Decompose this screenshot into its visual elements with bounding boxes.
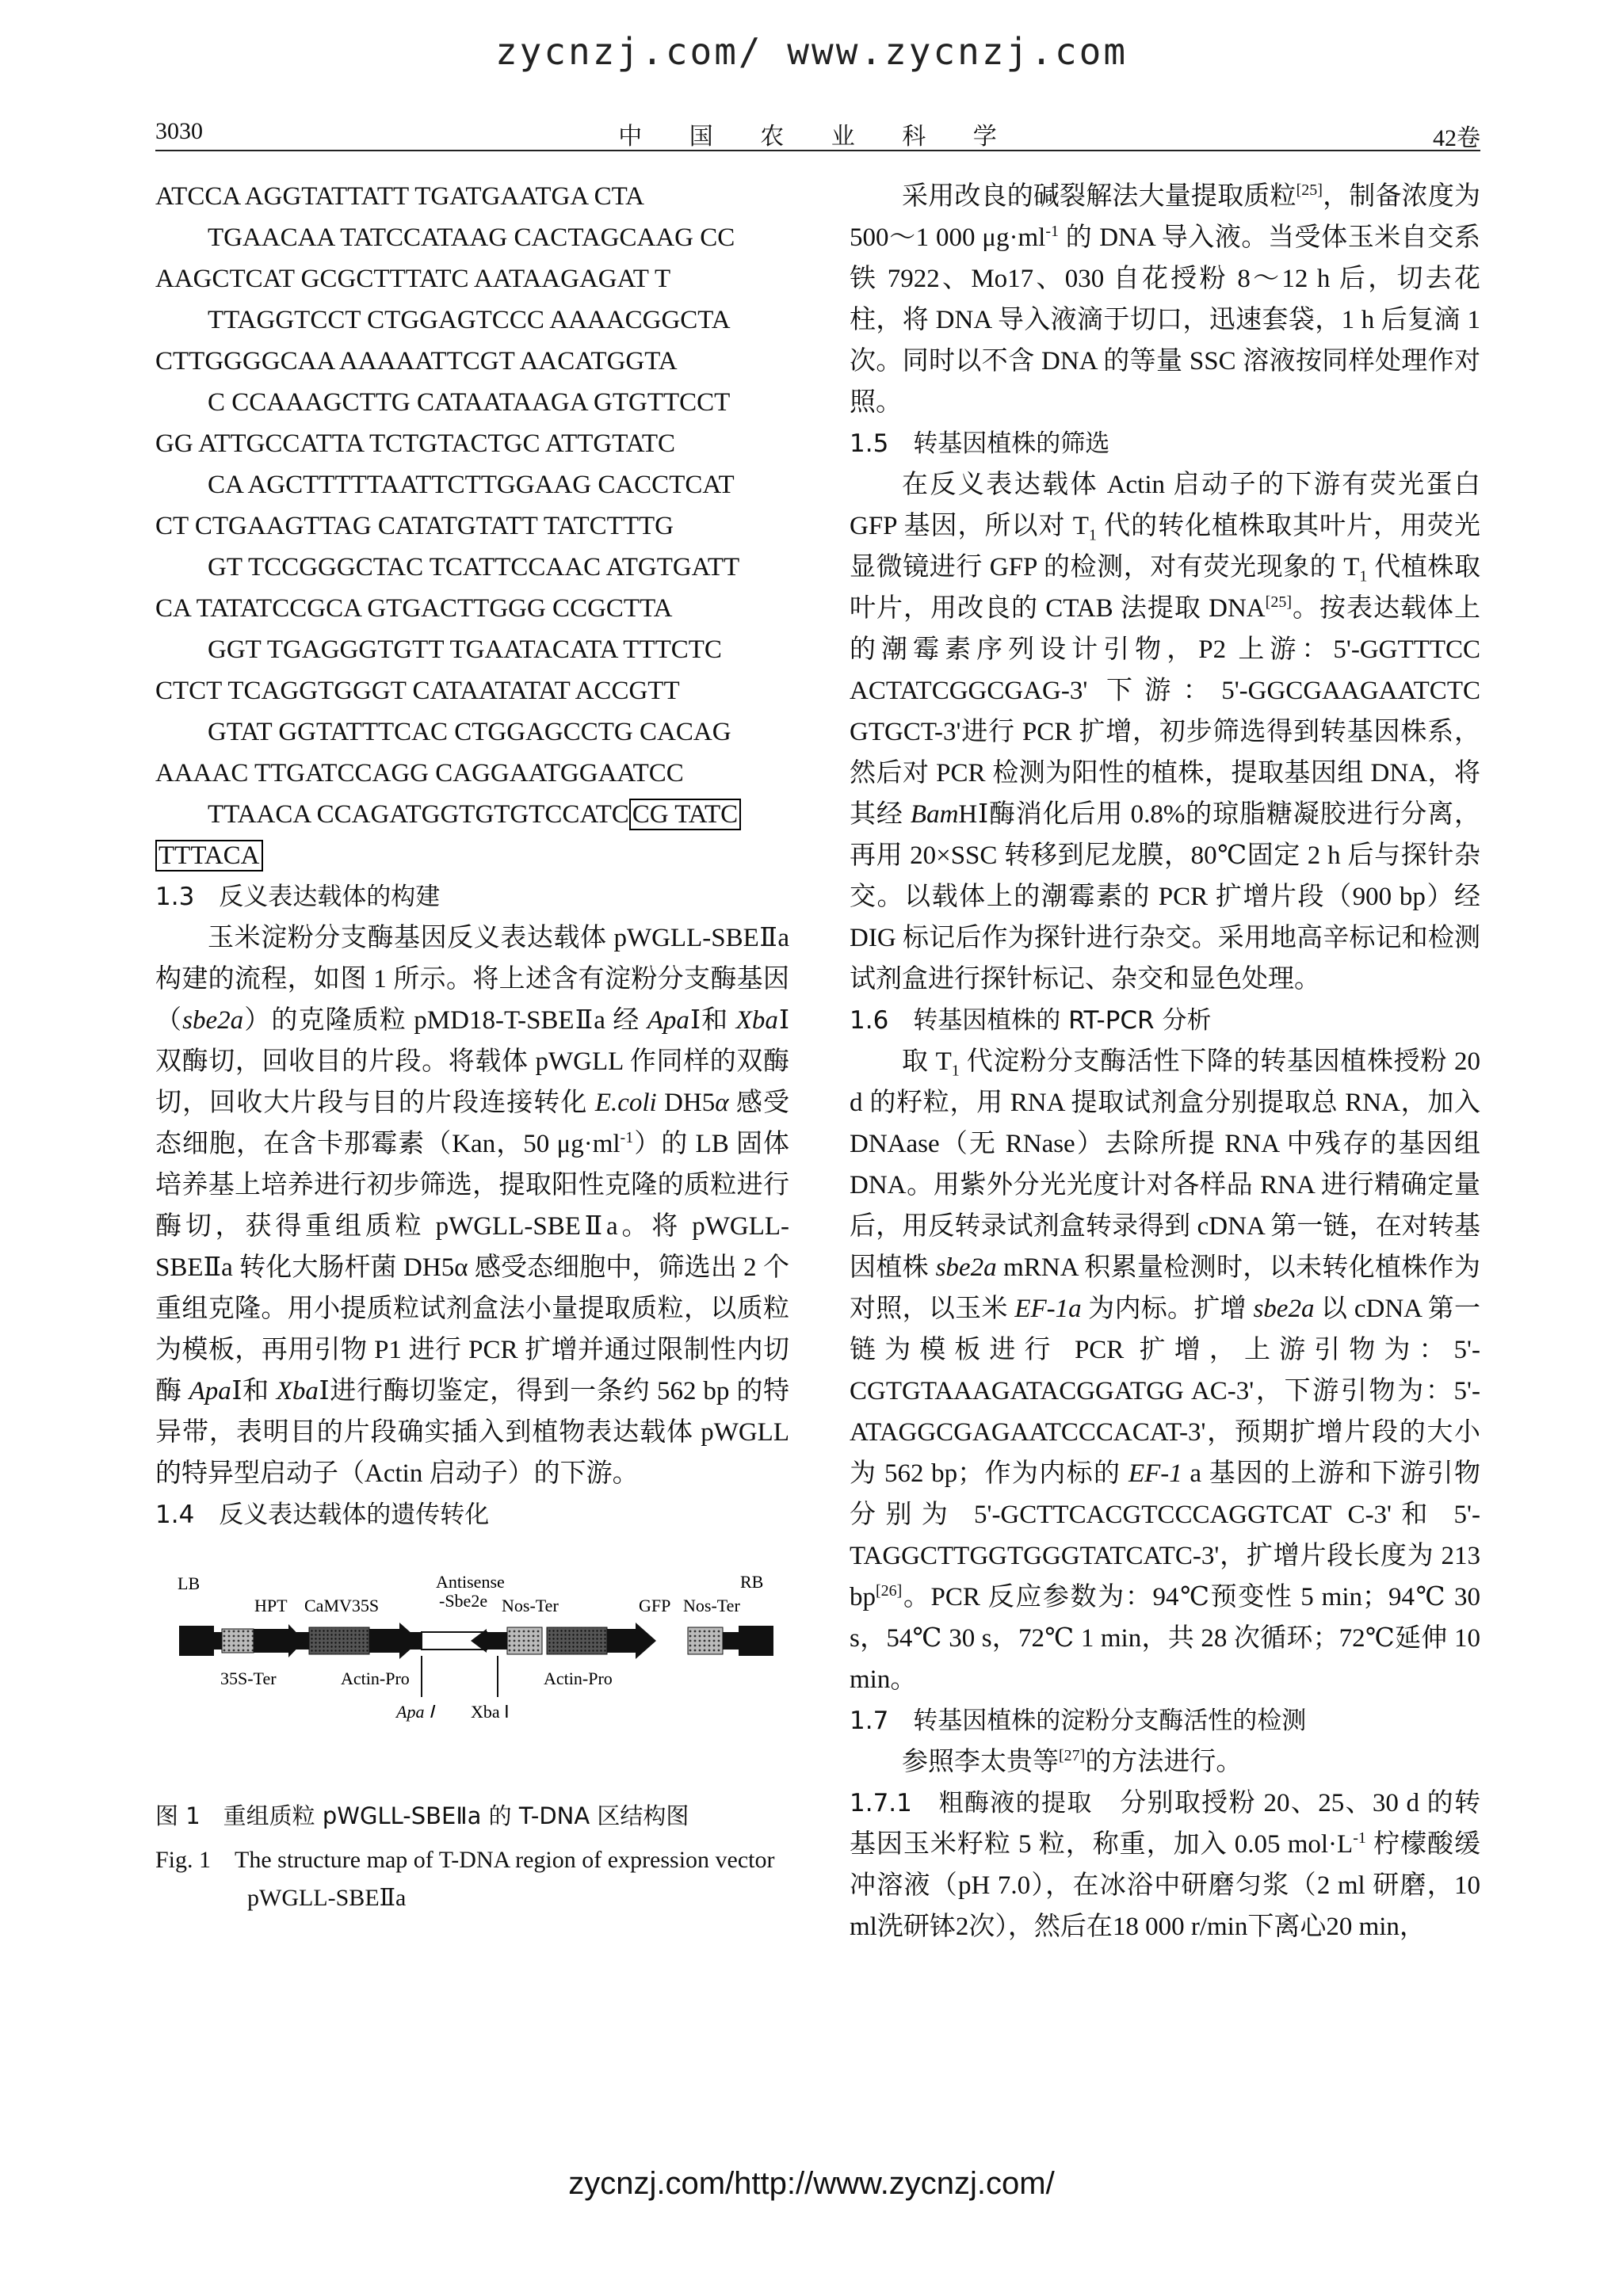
noster-box-1 <box>507 1627 542 1654</box>
section-heading-1-3: 1.3 反义表达载体的构建 <box>155 883 441 911</box>
label-actin-pro-2: Actin-Pro <box>544 1669 613 1688</box>
volume-label: 42卷 <box>1433 125 1480 151</box>
section-heading-1-7: 1.7 转基因植株的淀粉分支酶活性的检测 <box>850 1707 1307 1735</box>
sequence-line: C CCAAAGCTTG CATAATAAGA GTGTTCCT <box>208 388 731 417</box>
sequence-line: AAAAC TTGATCCAGG CAGGAATGGAATCC <box>155 759 684 788</box>
rb-block <box>739 1626 773 1656</box>
figure-caption-cn: 图 1 重组质粒 pWGLL-SBEⅡa 的 T-DNA 区结构图 <box>155 1802 689 1829</box>
watermark-bottom: zycnzj.com/http://www.zycnzj.com/ <box>568 2166 1055 2201</box>
sequence-box: CG TATC <box>629 799 741 830</box>
sequence-line: GT TCCGGGCTAC TCATTCCAAC ATGTGATT <box>208 553 740 582</box>
section-paragraph-1-5: 在反义表达载体 Actin 启动子的下游有荧光蛋白 GFP 基因，所以对 $T_1$ 代的转化植株取其叶片，用荧光显微镜进行 GFP 的检测，对有荧光现象的 $T_1$ 代植株取叶片，用改良的 CTAB 法提取 DNA[25]。按表达载体上的潮霉素序列设计引物，P2 上游：5'-GGTTTCC ACTATCGGCGAG-3' 下游：5'-GGCGAAGAATCTC GTGCT-3'进行 PCR 扩增，初步筛选得到转基因株系，然后对 PCR 检测为阳性的植株，提取基因组 DNA，将其经 BamHⅠ酶消化后用 0.8%的琼脂糖凝胶进行分离，再用 20×SSC 转移到尼龙膜，80℃固定 2 h 后与探针杂交。以载体上的潮霉素的 PCR 扩增片段（900 bp）经 DIG 标记后作为探针进行杂交。采用地高辛标记和检测试剂盒进行探针标记、杂交和显色处理。 <box>850 471 1481 994</box>
page-number: 3030 <box>155 118 203 144</box>
label-35s-ter: 35S-Ter <box>220 1669 277 1688</box>
journal-title: 中 国 农 业 科 学 <box>618 124 1018 150</box>
sequence-line: CTTGGGGCAA AAAAATTCGT AACATGGTA <box>155 347 678 376</box>
label-noster-2: Nos-Ter <box>683 1596 740 1615</box>
sequence-line-boxed <box>155 794 789 835</box>
label-actin-pro-1: Actin-Pro <box>341 1669 410 1688</box>
left-column <box>155 176 789 1917</box>
tdna-diagram <box>155 1558 789 1779</box>
lb-block <box>179 1626 214 1656</box>
section-paragraph-1-3: 玉米淀粉分支酶基因反义表达载体 pWGLL-SBEⅡa 构建的流程，如图 1 所示。将上述含有淀粉分支酶基因（sbe2a）的克隆质粒 pMD18-T-SBEⅡa 经 ApaⅠ和 XbaⅠ双酶切，回收目的片段。将载体 pWGLL 作同样的双酶切，回收大片段与目的片段连接转化 E.coli DH5α 感受态细胞，在含卡那霉素（Kan，50 $\mu g\cdot ml^{-1}$）的 LB 固体培养基上培养进行初步筛选，提取阳性克隆的质粒进行酶切，获得重组质粒 pWGLL-SBEⅡa。将 pWGLL-SBEⅡa 转化大肠杆菌 DH5α 感受态细胞中，筛选出 2 个重组克隆。用小提质粒试剂盒法小量提取质粒，以质粒为模板，再用引物 P1 进行 PCR 扩增并通过限制性内切酶 ApaⅠ和 XbaⅠ进行酶切鉴定，得到一条约 562 bp 的特异带，表明目的片段确实插入到植物表达载体 pWGLL 的特异型启动子（Actin 启动子）的下游。 <box>155 924 790 1488</box>
tdna-structure-figure <box>155 1558 789 1779</box>
backbone-end <box>723 1632 739 1650</box>
actin-pro-arrow-1 <box>369 1623 420 1659</box>
camv35s-box <box>309 1627 369 1654</box>
sequence-line: TTAGGTCCT CTGGAGTCCC AAAACGGCTA <box>208 306 731 334</box>
running-head <box>155 115 1480 151</box>
section-heading-1-5: 1.5 转基因植株的筛选 <box>850 429 1110 458</box>
actin-pro-box-2 <box>547 1627 607 1654</box>
sequence-block <box>155 176 789 794</box>
ster-35s-box <box>222 1629 254 1653</box>
sequence-line: CTCT TCAGGTGGGT CATAATATAT ACCGTT <box>155 677 680 705</box>
gfp-arrow <box>607 1623 656 1659</box>
sequence-box: TTTACA <box>155 840 263 871</box>
label-rb: RB <box>740 1572 764 1592</box>
sequence-line-tail <box>155 835 789 876</box>
section-heading-1-6: 1.6 转基因植株的 RT-PCR 分析 <box>850 1006 1212 1035</box>
section-paragraph-1-7: 参照李太贵等[27]的方法进行。 <box>902 1747 1243 1776</box>
sequence-line: AAGCTCAT GCGCTTTATC AATAAGAGAT T <box>155 265 671 293</box>
right-column <box>850 176 1480 1947</box>
sequence-line: ATCCA AGGTATTATT TGATGAATGA CTA <box>155 182 644 211</box>
hpt-arrow <box>254 1624 304 1657</box>
section-heading-1-7-1: 1.7.1 粗酶液的提取 <box>850 1789 1093 1817</box>
sequence-line: CT CTGAAGTTAG CATATGTATT TATCTTTG <box>155 512 674 540</box>
label-hpt: HPT <box>254 1596 288 1615</box>
section-paragraph-1-6: 取 $T_1$ 代淀粉分支酶活性下降的转基因植株授粉 20 d 的籽粒，用 RNA 提取试剂盒分别提取总 RNA，加入 DNAase（无 RNase）去除所提 RNA 中残存的基因组 DNA。用紫外分光光度计对各样品 RNA 进行精确定量后，用反转录试剂盒转录得到 cDNA 第一链，在对转基因植株 sbe2a mRNA 积累量检测时，以未转化植株作为对照，以玉米 EF-1a 为内标。扩增 sbe2a 以 cDNA 第一链为模板进行 PCR 扩增，上游引物为：5'-CGTGTAAAGATACGGATGG AC-3'，下游引物为：5'-ATAGGCGAGAATCCCACAT-3'，预期扩增片段的大小为 562 bp；作为内标的 EF-1 a 基因的上游和下游引物分别为 5'-GCTTCACGTCCCAGGTCAT C-3'和 5'-TAGGCTTGGTGGGTATCATC-3'，扩增片段长度为 213 bp[26]。PCR 反应参数为：94℃预变性 5 min；94℃ 30 s，54℃ 30 s，72℃ 1 min，共 28 次循环；72℃延伸 10 min。 <box>850 1047 1481 1694</box>
label-antisense: Antisense <box>436 1572 505 1592</box>
sequence-line: CA TATATCCGCA GTGACTTGGG CCGCTTA <box>155 594 673 623</box>
label-apa: Apa Ⅰ <box>396 1702 434 1722</box>
sequence-line: GGT TGAGGGTGTT TGAATACATA TTTCTC <box>208 635 722 664</box>
watermark-top: zycnzj.com/ www.zycnzj.com <box>495 30 1128 73</box>
figure-caption-en: Fig. 1 The structure map of T-DNA region of expression vector pWGLL-SBEⅡa <box>155 1847 775 1911</box>
label-xba: Xba Ⅰ <box>471 1702 510 1722</box>
sequence-line: GG ATTGCCATTA TCTGTACTGC ATTGTATC <box>155 429 676 458</box>
label-noster-1: Nos-Ter <box>502 1596 559 1615</box>
sequence-text: TTAACA CCAGATGGTGTGTCCATC <box>208 800 629 829</box>
sequence-line: CA AGCTTTTTAATTCTTGGAAG CACCTCAT <box>208 471 735 499</box>
noster-box-2 <box>688 1627 723 1654</box>
paragraph-plasmid-extraction: 采用改良的碱裂解法大量提取质粒[25]，制备浓度为 500～1 000 $\mu g\cdot ml^{-1}$ 的 DNA 导入液。当受体玉米自交系铁 7922、Mo17、030 自花授粉 8～12 h 后，切去花柱，将 DNA 导入液滴于切口，迅速套袋，1 h 后复滴 1 次。同时以不含 DNA 的等量 SSC 溶液按同样处理作对照。 <box>850 181 1481 417</box>
section-heading-1-4: 1.4 反义表达载体的遗传转化 <box>155 1501 490 1529</box>
label-sbe2e: -Sbe2e <box>439 1591 488 1611</box>
label-gfp: GFP <box>639 1596 671 1615</box>
sequence-line: GTAT GGTATTTCAC CTGGAGCCTG CACAG <box>208 718 731 746</box>
sequence-line: TGAACAA TATCCATAAG CACTAGCAAG CC <box>208 223 735 252</box>
label-lb: LB <box>178 1573 200 1593</box>
label-camv35s: CaMV35S <box>304 1596 380 1615</box>
section-paragraph-1-7-1: 1.7.1 粗酶液的提取 分别取授粉 20、25、30 d 的转基因玉米籽粒 5 粒，称重，加入 0.05 $mol\cdot L^{-1}$ 柠檬酸缓冲溶液（pH 7.0），在冰浴中研磨匀浆（2 ml 研磨，10 ml洗研钵2次），然后在18 000 r/min下离心20 min， <box>850 1789 1481 1941</box>
